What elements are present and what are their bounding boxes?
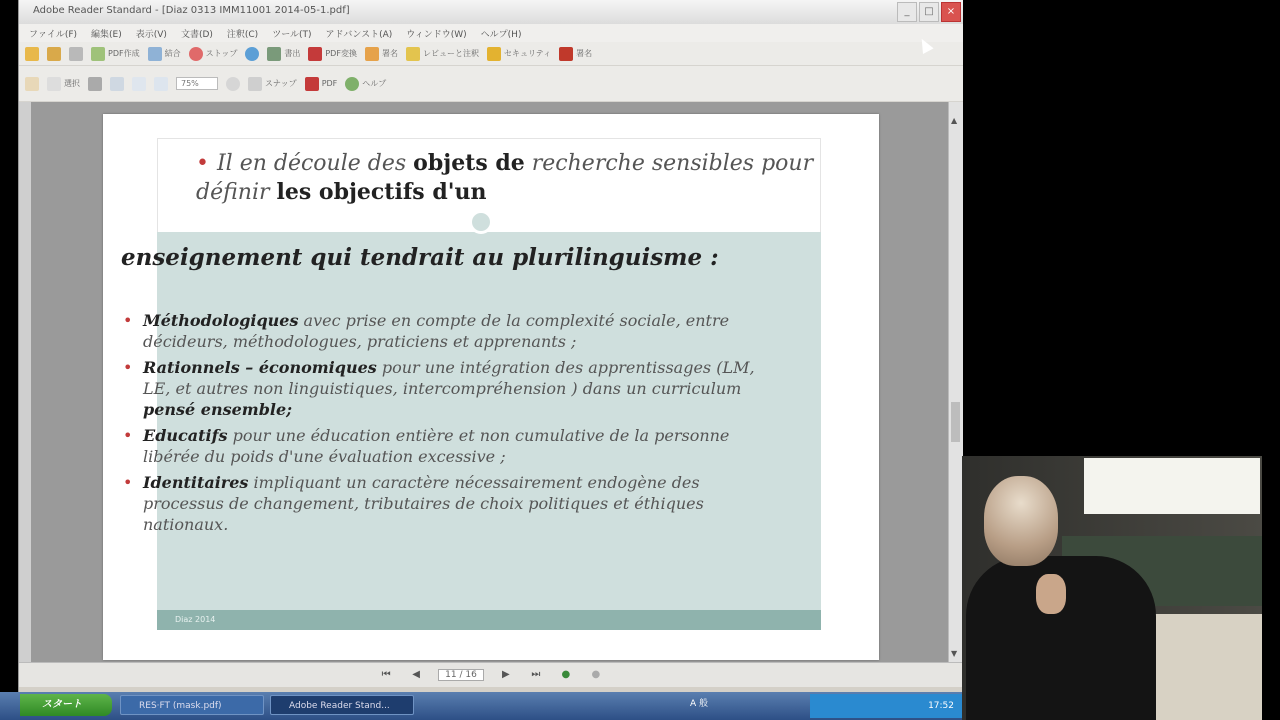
fit-page-button[interactable]: [132, 77, 146, 91]
navigation-pane-collapsed[interactable]: [19, 102, 31, 662]
start-button[interactable]: スタート: [20, 694, 112, 716]
globe-button[interactable]: [245, 47, 259, 61]
list-item: • Méthodologiques avec prise en compte de la complexité sociale, entre décideurs, méthodologues, praticiens et apprenants ;: [123, 311, 730, 351]
save-icon: [47, 47, 61, 61]
cursor-icon: [47, 77, 61, 91]
acrobat-icon: [308, 47, 322, 61]
zoom-in-button[interactable]: [226, 77, 240, 91]
combine-button[interactable]: 結合: [148, 47, 181, 61]
snap-button[interactable]: スナップ: [248, 77, 297, 91]
list-item: • Identitaires impliquant un caractère nécessairement endogène des processus de changement, tributaires de choix politiques et éthiques nationaux.: [123, 473, 704, 534]
bullet-icon: •: [196, 151, 209, 176]
window-title: Adobe Reader Standard - [Diaz 0313 IMM11001 2014-05-1.pdf]: [33, 5, 350, 16]
zoom-tool-button[interactable]: [110, 77, 124, 91]
rotate-icon: [154, 77, 168, 91]
menu-tools[interactable]: ツール(T): [272, 29, 312, 40]
scrollbar-thumb[interactable]: [951, 402, 960, 442]
ime-indicator[interactable]: A 般: [690, 699, 709, 709]
menu-comments[interactable]: 注釈(C): [226, 29, 259, 40]
open-button[interactable]: [25, 47, 39, 61]
snapshot-button[interactable]: [88, 77, 102, 91]
page-number-field[interactable]: 11 / 16: [438, 669, 484, 681]
system-tray: [810, 694, 962, 718]
menu-window[interactable]: ウィンドウ(W): [406, 29, 467, 40]
create-pdf-icon: [91, 47, 105, 61]
speaker-webcam-feed: [962, 456, 1262, 720]
slide-heading: enseignement qui tendrait au plurilinguisme :: [121, 244, 719, 271]
hand-icon: [25, 77, 39, 91]
previous-page-icon[interactable]: ◀: [412, 669, 420, 680]
menu-view[interactable]: 表示(V): [135, 29, 167, 40]
stop-button[interactable]: ストップ: [189, 47, 238, 61]
vertical-scrollbar[interactable]: [948, 102, 963, 662]
clock: 17:52: [928, 701, 954, 711]
bullet-icon: •: [123, 473, 133, 492]
list-item: • Rationnels – économiques pour une intégration des apprentissages (LM, LE, et autres non linguistiques, intercompréhension ) dans un curriculum pensé ensemble;: [123, 358, 755, 419]
hand-tool-button[interactable]: [25, 77, 39, 91]
print-icon: [69, 47, 83, 61]
scroll-down-icon[interactable]: ▼: [951, 649, 958, 658]
go-back-icon[interactable]: ●: [561, 669, 571, 680]
pen-sign-button[interactable]: 署名: [559, 47, 592, 61]
create-pdf-button[interactable]: PDF作成: [91, 47, 140, 61]
bullet-icon: •: [123, 426, 133, 445]
secure-icon: [487, 47, 501, 61]
slide-footer: Diaz 2014: [157, 610, 821, 630]
title-bar[interactable]: [19, 0, 963, 25]
menu-file[interactable]: ファイル(F): [29, 29, 78, 40]
export-button[interactable]: 書出: [267, 47, 300, 61]
sign-button[interactable]: 署名: [365, 47, 398, 61]
help-button[interactable]: ヘルプ: [345, 77, 386, 91]
export-icon: [267, 47, 281, 61]
pdf-reader-window: [18, 0, 963, 692]
globe-icon: [245, 47, 259, 61]
menu-advanced[interactable]: アドバンスト(A): [325, 29, 393, 40]
pdf-tool-button[interactable]: PDF: [305, 77, 338, 91]
zoom-input[interactable]: 75%: [176, 77, 218, 90]
plus-icon: [226, 77, 240, 91]
menu-document[interactable]: 文書(D): [180, 29, 213, 40]
maximize-button[interactable]: □: [919, 2, 939, 22]
pdf-convert-button[interactable]: PDF変換: [308, 47, 357, 61]
close-button[interactable]: ×: [941, 2, 961, 22]
sign-icon: [365, 47, 379, 61]
taskbar-item[interactable]: RES·FT (mask.pdf): [120, 695, 264, 715]
scroll-up-icon[interactable]: ▲: [951, 116, 958, 125]
review-button[interactable]: レビューと注釈: [406, 47, 479, 61]
bullet-icon: •: [123, 358, 133, 377]
main-toolbar: [19, 42, 963, 66]
speaker-hand: [1036, 574, 1066, 614]
projection-screen: [1084, 458, 1260, 514]
snap-icon: [248, 77, 262, 91]
security-button[interactable]: セキュリティ: [487, 47, 551, 61]
list-item: • Educatifs pour une éducation entière et non cumulative de la personne libérée du poids d'une évaluation excessive ;: [123, 426, 730, 466]
rotate-button[interactable]: [154, 77, 168, 91]
secondary-toolbar: [19, 66, 963, 102]
menu-bar: [19, 24, 963, 42]
slide-bullet-list: [121, 310, 761, 540]
lectern: [1146, 614, 1262, 720]
next-page-icon[interactable]: ▶: [501, 669, 510, 680]
slide-ornament-icon: [469, 210, 493, 234]
print-button[interactable]: [69, 47, 83, 61]
open-icon: [25, 47, 39, 61]
zoom-icon: [110, 77, 124, 91]
last-page-icon[interactable]: ⏭: [531, 669, 541, 680]
review-icon: [406, 47, 420, 61]
first-page-icon[interactable]: ⏮: [381, 669, 391, 680]
pen-icon: [559, 47, 573, 61]
speaker-head: [984, 476, 1058, 566]
taskbar-item-active[interactable]: Adobe Reader Stand...: [270, 695, 414, 715]
fit-page-icon: [132, 77, 146, 91]
select-tool-button[interactable]: 選択: [47, 77, 80, 91]
menu-help[interactable]: ヘルプ(H): [480, 29, 522, 40]
stop-icon: [189, 47, 203, 61]
acrobat-icon: [305, 77, 319, 91]
help-icon: [345, 77, 359, 91]
camera-icon: [88, 77, 102, 91]
bullet-icon: •: [123, 311, 133, 330]
page-navigation-bar: [19, 662, 963, 687]
save-button[interactable]: [47, 47, 61, 61]
slide-top-text: • Il en découle des objets de recherche sensibles pour définir les objectifs d'un: [196, 150, 814, 205]
minimize-button[interactable]: _: [897, 2, 917, 22]
combine-icon: [148, 47, 162, 61]
pdf-page: [103, 114, 879, 660]
go-forward-icon[interactable]: ●: [591, 669, 601, 680]
menu-edit[interactable]: 編集(E): [91, 29, 122, 40]
